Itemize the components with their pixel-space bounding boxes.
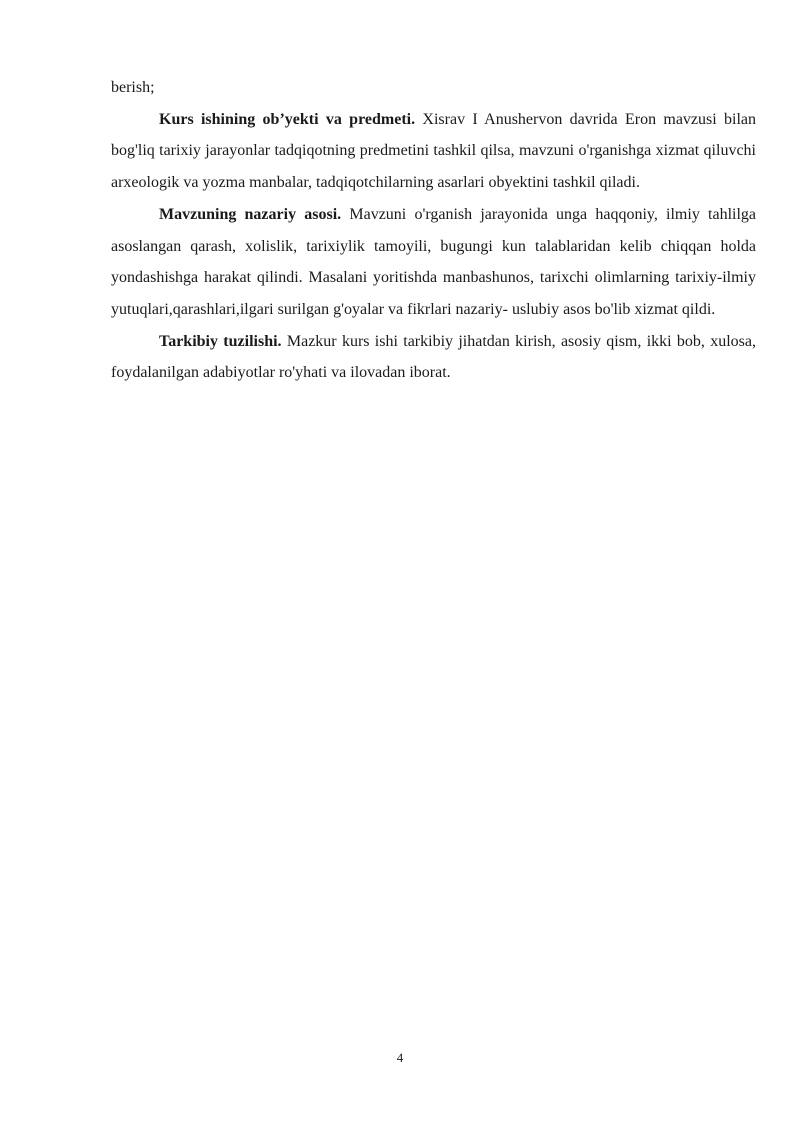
paragraph-heading: Mavzuning nazariy asosi. <box>159 205 342 223</box>
paragraph-theoretical-basis <box>111 199 756 326</box>
document-body <box>111 72 756 389</box>
paragraph-object-subject <box>111 104 756 199</box>
paragraph-text: Mavzuni o'rganish jarayonida unga haqqoniy, ilmiy tahlilga asoslangan qarash, xolislik, tarixiylik tamoyili, bugungi kun talablaridan kelib chiqqan holda yondashishga harakat qilindi. Masalani yoritishda manbashunos, tarixchi olimlarning tarixiy-ilmiy yutuqlari,qarashlari,ilgari surilgan g'oyalar va fikrlari nazariy- uslubiy asos bo'lib xizmat qildi. <box>111 205 757 318</box>
paragraph-heading: Kurs ishining ob’yekti va predmeti. <box>159 110 416 128</box>
paragraph-text: Mazkur kurs ishi tarkibiy jihatdan kirish, asosiy qism, ikki bob, xulosa, foydalanilgan adabiyotlar ro'yhati va ilovadan iborat. <box>111 332 756 382</box>
paragraph-heading: Tarkibiy tuzilishi. <box>159 332 282 350</box>
page-number: 4 <box>396 1050 404 1065</box>
paragraph-structure <box>111 326 756 389</box>
lead-line: berish; <box>111 79 155 96</box>
paragraph-text: Xisrav I Anushervon davrida Eron mavzusi bilan bog'liq tarixiy jarayonlar tadqiqotning predmetini tashkil qilsa, mavzuni o'rganishga xizmat qiluvchi arxeologik va yozma manbalar, tadqiqotchilarning asarlari obyektini tashkil qiladi. <box>111 110 757 192</box>
